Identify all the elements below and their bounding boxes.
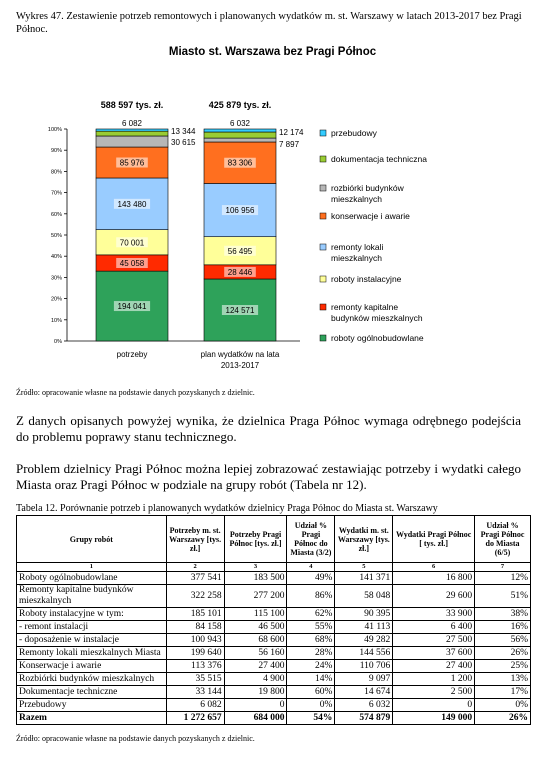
data-label: 85 976 bbox=[119, 158, 145, 168]
value-cell: 16 800 bbox=[393, 572, 475, 585]
chart-title: Miasto st. Warszawa bez Pragi Północ bbox=[168, 46, 377, 58]
value-cell: 1 272 657 bbox=[166, 712, 224, 725]
data-label: 12 174 bbox=[279, 128, 304, 138]
legend-label: remonty kapitalne bbox=[331, 302, 399, 312]
col-number: 6 bbox=[393, 563, 475, 572]
y-tick-label: 90% bbox=[50, 148, 62, 155]
x-category-label: plan wydatków na lata bbox=[200, 350, 280, 359]
value-cell: 17% bbox=[475, 686, 531, 699]
value-cell: 62% bbox=[287, 608, 335, 621]
header-udzial-potrzeb: Udział % Pragi Północ do Miasta (3/2) bbox=[287, 516, 335, 563]
bar-segment bbox=[96, 129, 168, 131]
column-number-row bbox=[17, 563, 531, 572]
value-cell: 2 500 bbox=[393, 686, 475, 699]
col-number: 7 bbox=[475, 563, 531, 572]
value-cell: 49 282 bbox=[335, 634, 393, 647]
bar-total-label: 425 879 tys. zł. bbox=[208, 100, 272, 110]
value-cell: 27 500 bbox=[393, 634, 475, 647]
y-tick-label: 100% bbox=[47, 127, 62, 133]
table-row bbox=[17, 673, 531, 686]
legend-label: roboty ogólnobudowlane bbox=[331, 333, 424, 343]
row-label-cell: Roboty instalacyjne w tym: bbox=[17, 608, 167, 621]
value-cell: 49% bbox=[287, 572, 335, 585]
y-tick-label: 40% bbox=[50, 254, 62, 261]
legend-label: remonty lokali bbox=[331, 242, 384, 252]
value-cell: 277 200 bbox=[224, 585, 287, 608]
legend-swatch bbox=[320, 185, 326, 191]
row-label-cell: Roboty ogólnobudowlane bbox=[17, 572, 167, 585]
y-tick-label: 80% bbox=[50, 169, 62, 176]
data-label: 106 956 bbox=[225, 206, 255, 216]
value-cell: 322 258 bbox=[166, 585, 224, 608]
value-cell: 141 371 bbox=[335, 572, 393, 585]
paragraph-1: Z danych opisanych powyżej wynika, że dzielnica Praga Północ wymaga odrębnego podejścia do problemu poprawy stanu technicznego. bbox=[16, 413, 521, 444]
header-wydatki-miasta: Wydatki m. st. Warszawy [tys. zł.] bbox=[335, 516, 393, 563]
x-category-label: 2013-2017 bbox=[220, 361, 260, 370]
legend-swatch bbox=[320, 304, 326, 310]
table-header-row bbox=[17, 516, 531, 563]
legend-label: dokumentacja techniczna bbox=[331, 154, 427, 164]
value-cell: 100 943 bbox=[166, 634, 224, 647]
table-row bbox=[17, 634, 531, 647]
header-potrzeby-miasta: Potrzeby m. st. Warszawy [tys. zł.] bbox=[166, 516, 224, 563]
legend-label: rozbiórki budynków bbox=[331, 183, 404, 193]
value-cell: 0 bbox=[393, 699, 475, 712]
table-title: Tabela 12. Porównanie potrzeb i planowanych wydatków dzielnicy Praga Północ do Miasta st. Warszawy bbox=[16, 503, 438, 514]
legend-label: konserwacje i awarie bbox=[331, 211, 410, 221]
legend-label: roboty instalacyjne bbox=[331, 274, 402, 284]
col-number: 3 bbox=[224, 563, 287, 572]
data-label: 70 001 bbox=[119, 238, 145, 248]
value-cell: 55% bbox=[287, 621, 335, 634]
row-label-cell: Razem bbox=[17, 712, 167, 725]
row-label-cell: - remont instalacji bbox=[17, 621, 167, 634]
value-cell: 41 113 bbox=[335, 621, 393, 634]
table-row bbox=[17, 699, 531, 712]
value-cell: 56 160 bbox=[224, 647, 287, 660]
legend-label: mieszkalnych bbox=[331, 194, 383, 204]
y-tick-label: 20% bbox=[50, 296, 62, 303]
value-cell: 113 376 bbox=[166, 660, 224, 673]
value-cell: 377 541 bbox=[166, 572, 224, 585]
legend-swatch bbox=[320, 156, 326, 162]
row-label-cell: Dokumentacje techniczne bbox=[17, 686, 167, 699]
value-cell: 1 200 bbox=[393, 673, 475, 686]
legend-swatch bbox=[320, 335, 326, 341]
y-tick-label: 50% bbox=[50, 233, 62, 239]
bar-segment bbox=[204, 138, 276, 142]
table-total-row bbox=[17, 712, 531, 725]
header-udzial-wydatkow: Udział % Pragi Północ do Miasta (6/5) bbox=[475, 516, 531, 563]
value-cell: 68 600 bbox=[224, 634, 287, 647]
value-cell: 19 800 bbox=[224, 686, 287, 699]
data-label: 6 082 bbox=[121, 119, 143, 128]
value-cell: 46 500 bbox=[224, 621, 287, 634]
value-cell: 144 556 bbox=[335, 647, 393, 660]
row-label-cell: Przebudowy bbox=[17, 699, 167, 712]
table-row bbox=[17, 686, 531, 699]
col-number: 4 bbox=[287, 563, 335, 572]
value-cell: 28% bbox=[287, 647, 335, 660]
row-label-cell: Rozbiórki budynków mieszkalnych bbox=[17, 673, 167, 686]
legend-swatch bbox=[320, 213, 326, 219]
data-label: 56 495 bbox=[227, 246, 253, 256]
value-cell: 13% bbox=[475, 673, 531, 686]
row-label-cell: Remonty lokali mieszkalnych Miasta bbox=[17, 647, 167, 660]
paragraph-2: Problem dzielnicy Pragi Północ można lepiej zobrazować zestawiając potrzeby i wydatki całego Miasta oraz Pragi Północ w podziale na grupy robót (Tabela nr 12). bbox=[16, 461, 521, 492]
table-row bbox=[17, 608, 531, 621]
col-number: 1 bbox=[17, 563, 167, 572]
value-cell: 29 600 bbox=[393, 585, 475, 608]
data-label: 28 446 bbox=[227, 267, 253, 277]
value-cell: 90 395 bbox=[335, 608, 393, 621]
bar-segment bbox=[204, 132, 276, 138]
header-potrzeby-pragi: Potrzeby Pragi Północ [tys. zł.] bbox=[224, 516, 287, 563]
table-source-note: Źródło: opracowanie własne na podstawie danych pozyskanych z dzielnic. bbox=[16, 734, 255, 743]
value-cell: 199 640 bbox=[166, 647, 224, 660]
row-label-cell: - doposażenie w instalacje bbox=[17, 634, 167, 647]
bar-segment bbox=[96, 136, 168, 147]
value-cell: 0 bbox=[224, 699, 287, 712]
y-tick-label: 0% bbox=[54, 339, 62, 345]
legend-swatch bbox=[320, 276, 326, 282]
row-label-cell: Konserwacje i awarie bbox=[17, 660, 167, 673]
value-cell: 149 000 bbox=[393, 712, 475, 725]
bar-total-label: 588 597 tys. zł. bbox=[100, 100, 164, 110]
value-cell: 0% bbox=[475, 699, 531, 712]
value-cell: 14% bbox=[287, 673, 335, 686]
col-number: 2 bbox=[166, 563, 224, 572]
value-cell: 37 600 bbox=[393, 647, 475, 660]
value-cell: 68% bbox=[287, 634, 335, 647]
x-category-label: potrzeby bbox=[116, 350, 148, 359]
y-tick-label: 10% bbox=[50, 317, 62, 324]
data-label: 13 344 bbox=[171, 127, 196, 137]
value-cell: 14 674 bbox=[335, 686, 393, 699]
table-row bbox=[17, 660, 531, 673]
value-cell: 185 101 bbox=[166, 608, 224, 621]
value-cell: 9 097 bbox=[335, 673, 393, 686]
bar-segment bbox=[204, 129, 276, 132]
row-label-cell: Remonty kapitalne budynków mieszkalnych bbox=[17, 585, 167, 608]
data-label: 6 032 bbox=[229, 119, 251, 128]
value-cell: 183 500 bbox=[224, 572, 287, 585]
header-wydatki-pragi: Wydatki Pragi Północ [ tys. zł.] bbox=[393, 516, 475, 563]
value-cell: 24% bbox=[287, 660, 335, 673]
value-cell: 35 515 bbox=[166, 673, 224, 686]
value-cell: 25% bbox=[475, 660, 531, 673]
table-row bbox=[17, 647, 531, 660]
value-cell: 27 400 bbox=[393, 660, 475, 673]
data-label: 143 480 bbox=[117, 199, 147, 209]
value-cell: 54% bbox=[287, 712, 335, 725]
legend-swatch bbox=[320, 130, 326, 136]
data-label: 194 041 bbox=[117, 302, 147, 312]
value-cell: 84 158 bbox=[166, 621, 224, 634]
table-row bbox=[17, 572, 531, 585]
chart-source-note: Źródło: opracowanie własne na podstawie danych pozyskanych z dzielnic. bbox=[16, 388, 255, 397]
value-cell: 6 032 bbox=[335, 699, 393, 712]
legend-swatch bbox=[320, 244, 326, 250]
value-cell: 38% bbox=[475, 608, 531, 621]
value-cell: 51% bbox=[475, 585, 531, 608]
col-number: 5 bbox=[335, 563, 393, 572]
value-cell: 33 144 bbox=[166, 686, 224, 699]
header-grupy-robot: Grupy robót bbox=[17, 516, 167, 563]
value-cell: 6 082 bbox=[166, 699, 224, 712]
value-cell: 33 900 bbox=[393, 608, 475, 621]
value-cell: 60% bbox=[287, 686, 335, 699]
value-cell: 115 100 bbox=[224, 608, 287, 621]
data-label: 124 571 bbox=[225, 305, 255, 315]
legend-label: budynków mieszkalnych bbox=[331, 313, 423, 323]
y-tick-label: 30% bbox=[50, 275, 62, 282]
value-cell: 86% bbox=[287, 585, 335, 608]
value-cell: 6 400 bbox=[393, 621, 475, 634]
value-cell: 16% bbox=[475, 621, 531, 634]
value-cell: 27 400 bbox=[224, 660, 287, 673]
value-cell: 4 900 bbox=[224, 673, 287, 686]
table-row bbox=[17, 585, 531, 608]
value-cell: 110 706 bbox=[335, 660, 393, 673]
y-tick-label: 70% bbox=[50, 190, 62, 197]
value-cell: 58 048 bbox=[335, 585, 393, 608]
comparison-table bbox=[16, 515, 531, 725]
value-cell: 0% bbox=[287, 699, 335, 712]
value-cell: 684 000 bbox=[224, 712, 287, 725]
data-label: 7 897 bbox=[279, 140, 300, 150]
table-row bbox=[17, 621, 531, 634]
data-label: 83 306 bbox=[227, 158, 253, 168]
legend-label: przebudowy bbox=[331, 128, 377, 138]
data-label: 45 058 bbox=[119, 258, 145, 268]
bar-segment bbox=[96, 131, 168, 136]
value-cell: 26% bbox=[475, 647, 531, 660]
value-cell: 574 879 bbox=[335, 712, 393, 725]
value-cell: 56% bbox=[475, 634, 531, 647]
value-cell: 26% bbox=[475, 712, 531, 725]
data-label: 30 615 bbox=[171, 137, 196, 147]
legend-label: mieszkalnych bbox=[331, 253, 383, 263]
y-tick-label: 60% bbox=[50, 211, 62, 218]
figure-caption: Wykres 47. Zestawienie potrzeb remontowych i planowanych wydatków m. st. Warszawy w latach 2013-2017 bez Pragi Północ. bbox=[16, 11, 522, 35]
value-cell: 12% bbox=[475, 572, 531, 585]
